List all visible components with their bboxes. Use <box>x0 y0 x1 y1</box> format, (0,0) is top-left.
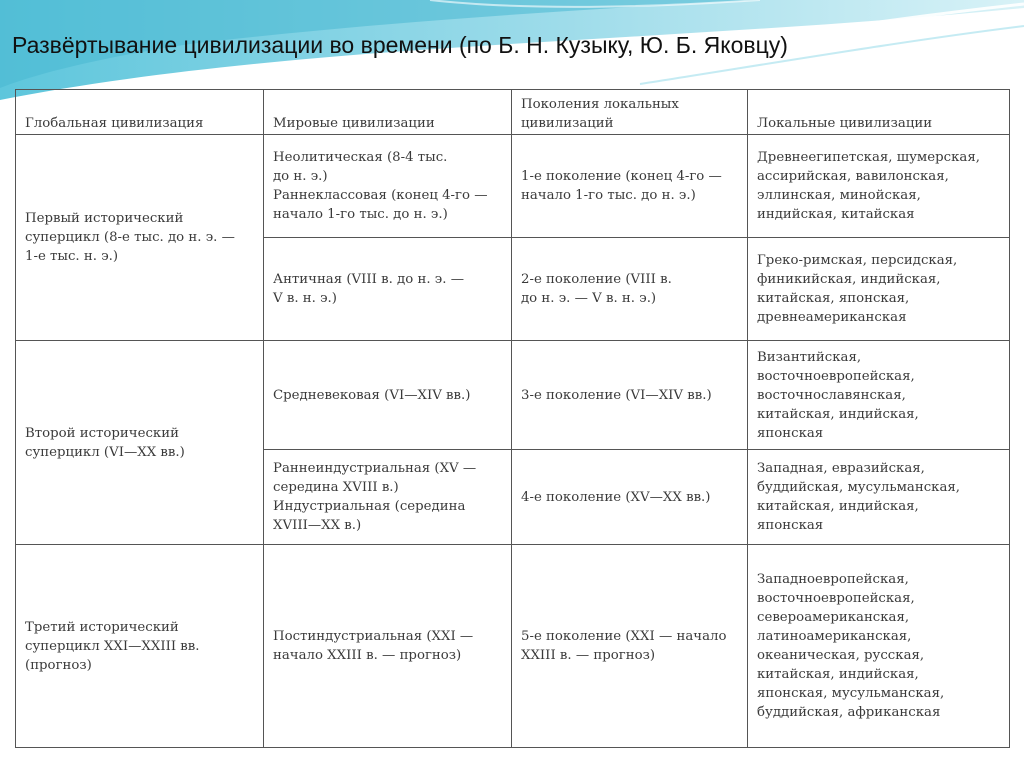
generation-cell: 3-е поколение (VI—XIV вв.) <box>512 341 748 450</box>
local-cell: Византийская, восточноевропейская, восточнославянская, китайская, индийская, японская <box>748 341 1010 450</box>
local-cell: Древнеегипетская, шумерская, ассирийская, вавилонская, эллинская, минойская, индийская, китайская <box>748 135 1010 238</box>
supercycle-cell: Второй исторический суперцикл (VI—XX вв.) <box>16 341 264 545</box>
header-world: Мировые цивилизации <box>264 90 512 135</box>
world-cell: Неолитическая (8-4 тыс. до н. э.) Раннеклассовая (конец 4-го — начало 1-го тыс. до н. э.) <box>264 135 512 238</box>
world-cell: Постиндустриальная (XXI — начало XXIII в. — прогноз) <box>264 545 512 748</box>
generation-cell: 1-е поколение (конец 4-го — начало 1-го тыс. до н. э.) <box>512 135 748 238</box>
table-row <box>16 135 1010 238</box>
local-cell: Западная, евразийская, буддийская, мусульманская, китайская, индийская, японская <box>748 450 1010 545</box>
table-row <box>16 341 1010 450</box>
civilizations-table <box>15 89 1010 748</box>
header-global: Глобальная цивилизация <box>16 90 264 135</box>
local-cell: Западноевропейская, восточноевропейская, североамериканская, латиноамериканская, океаническая, русская, китайская, индийская, японская, мусульманская, буддийская, африканская <box>748 545 1010 748</box>
world-cell: Средневековая (VI—XIV вв.) <box>264 341 512 450</box>
world-cell: Раннеиндустриальная (XV — середина XVIII в.) Индустриальная (середина XVIII—XX в.) <box>264 450 512 545</box>
header-generations: Поколения локальных цивилизаций <box>512 90 748 135</box>
generation-cell: 5-е поколение (XXI — начало XXIII в. — прогноз) <box>512 545 748 748</box>
table-header-row <box>16 90 1010 135</box>
supercycle-cell: Третий исторический суперцикл XXI—XXIII вв. (прогноз) <box>16 545 264 748</box>
page-title: Развёртывание цивилизации во времени (по Б. Н. Кузыку, Ю. Б. Яковцу) <box>12 32 788 58</box>
world-cell: Античная (VIII в. до н. э. — V в. н. э.) <box>264 238 512 341</box>
table-row <box>16 545 1010 748</box>
generation-cell: 4-е поколение (XV—XX вв.) <box>512 450 748 545</box>
generation-cell: 2-е поколение (VIII в. до н. э. — V в. н. э.) <box>512 238 748 341</box>
header-local: Локальные цивилизации <box>748 90 1010 135</box>
local-cell: Греко-римская, персидская, финикийская, индийская, китайская, японская, древнеамериканская <box>748 238 1010 341</box>
supercycle-cell: Первый исторический суперцикл (8-е тыс. до н. э. — 1-е тыс. н. э.) <box>16 135 264 341</box>
